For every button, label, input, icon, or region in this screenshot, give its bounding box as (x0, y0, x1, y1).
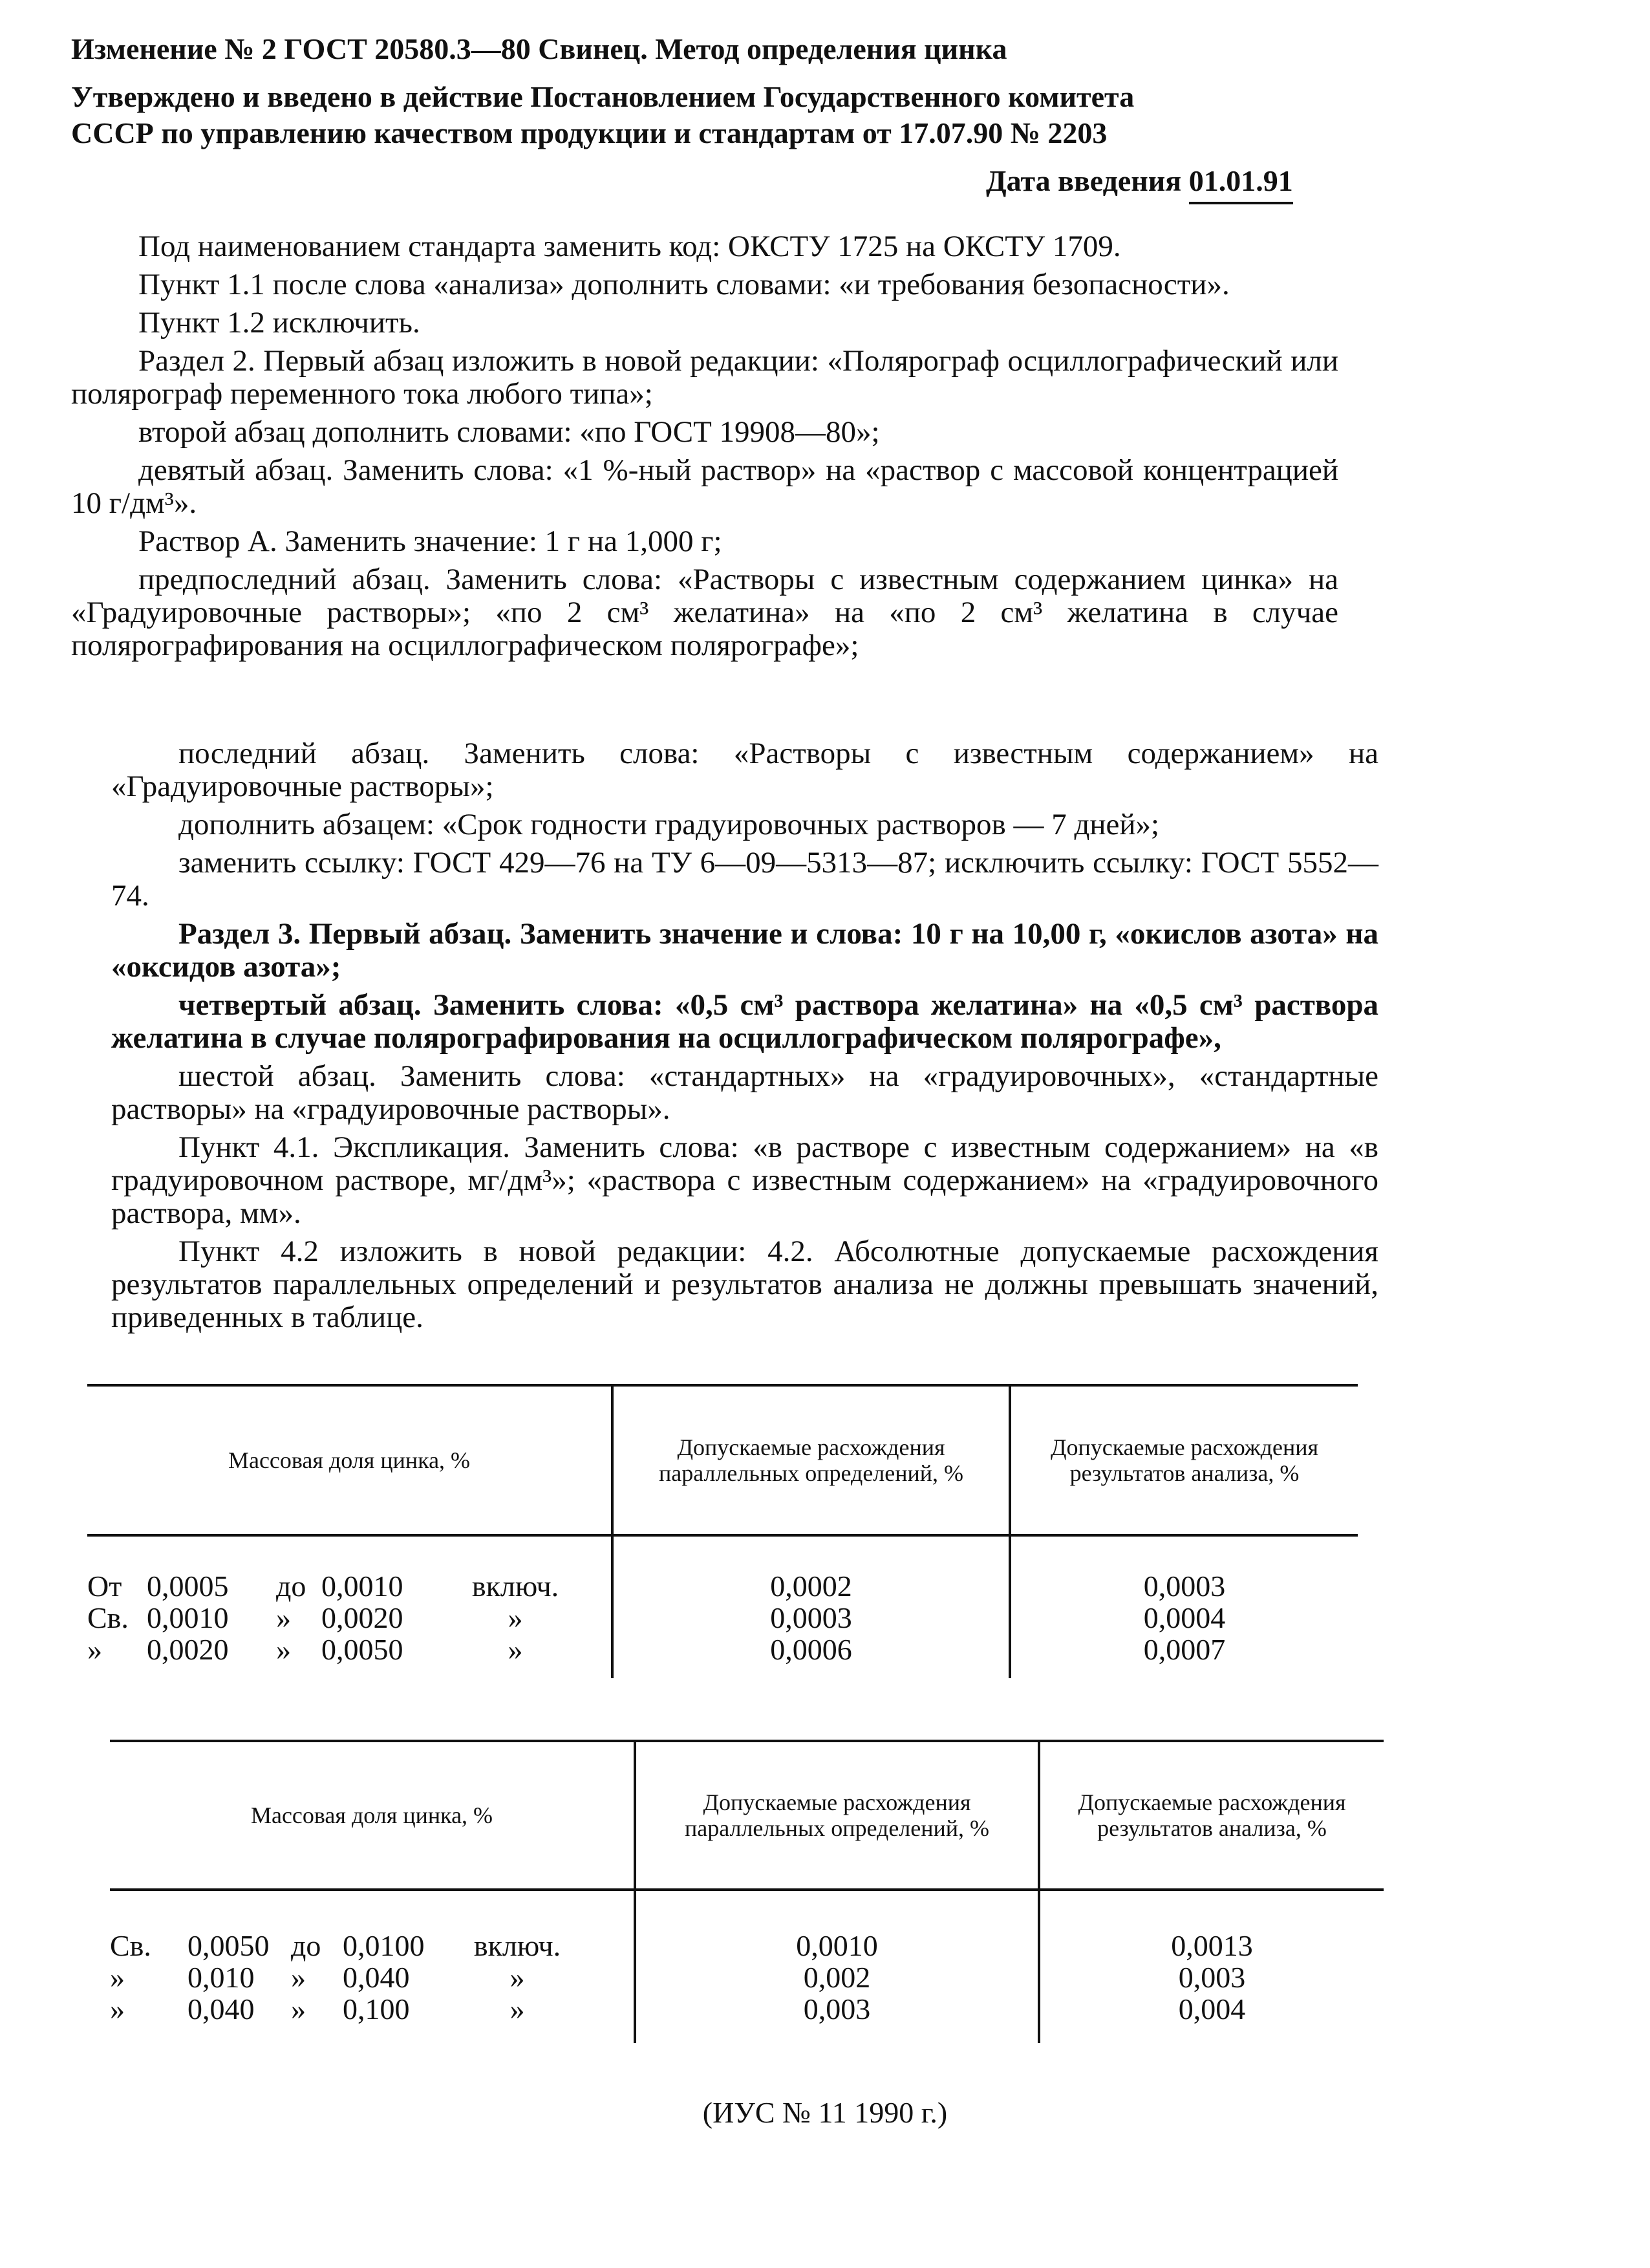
column-header-parallel-tolerance: Допускаемые расхождения параллельных определений, % (634, 1742, 1038, 1888)
range-word: » (291, 1961, 306, 1994)
paragraph: шестой абзац. Заменить слова: «стандартных» на «градуировочных», «стандартные растворы» на «градуировочные растворы». (111, 1059, 1378, 1126)
range-prefix: Св. (87, 1601, 129, 1634)
range-word: » (276, 1601, 291, 1634)
table-cell: 0,0007 (1143, 1633, 1226, 1666)
paragraph: заменить ссылку: ГОСТ 429—76 на ТУ 6—09—5313—87; исключить ссылку: ГОСТ 5552—74. (111, 846, 1378, 913)
document-title: Изменение № 2 ГОСТ 20580.3—80 Свинец. Метод определения цинка (71, 32, 1007, 65)
range-prefix: » (110, 1993, 125, 2025)
range-suffix: » (508, 1601, 523, 1634)
table-cell: 0,0013 (1171, 1929, 1253, 1962)
range-to: 0,0050 (321, 1633, 403, 1666)
effective-date-label: Дата введения (986, 164, 1182, 197)
range-to: 0,0020 (321, 1601, 403, 1634)
range-suffix: » (509, 1993, 525, 2025)
paragraph: Раздел 2. Первый абзац изложить в новой редакции: «Полярограф осциллографический или полярограф переменного тока любого типа»; (71, 344, 1338, 411)
table-cell: 0,002 (803, 1961, 871, 1994)
range-prefix: Св. (110, 1929, 151, 1962)
column-parallel-tolerance (611, 1537, 1009, 1678)
table-cell: 0,0002 (770, 1570, 852, 1603)
table-row (87, 1602, 611, 1634)
table-row (110, 1961, 634, 1993)
range-suffix: » (509, 1961, 525, 1994)
table-row (110, 1930, 634, 1961)
column-header-zinc-fraction: Массовая доля цинка, % (228, 1447, 471, 1473)
range-to: 0,040 (343, 1961, 410, 1994)
range-word: до (291, 1929, 321, 1962)
paragraph: Пункт 4.2 изложить в новой редакции: 4.2. Абсолютные допускаемые расхождения результатов параллельных определений и результатов анализа не должны превышать значений, приведенных в таблице. (111, 1235, 1378, 1334)
table-cell: 0,004 (1178, 1993, 1246, 2025)
column-header-zinc-fraction: Массовая доля цинка, % (250, 1802, 493, 1828)
range-from: 0,0020 (147, 1633, 229, 1666)
table-row (87, 1634, 611, 1665)
range-suffix: включ. (471, 1570, 559, 1603)
table-cell: 0,003 (1178, 1961, 1246, 1994)
paragraph: девятый абзац. Заменить слова: «1 %-ный раствор» на «раствор с массовой концентрацией 10 г/дм³». (71, 453, 1338, 520)
range-suffix: включ. (473, 1929, 561, 1962)
table-row (110, 1993, 634, 2025)
paragraph: дополнить абзацем: «Срок годности градуировочных растворов — 7 дней»; (178, 808, 1160, 841)
column-zinc-fraction (87, 1537, 611, 1678)
range-to: 0,0100 (343, 1929, 425, 1962)
range-prefix: » (87, 1633, 102, 1666)
range-from: 0,0010 (147, 1601, 229, 1634)
table-body (87, 1537, 1358, 1678)
range-to: 0,0010 (321, 1570, 403, 1603)
column-parallel-tolerance (634, 1891, 1038, 2043)
range-from: 0,0050 (188, 1929, 270, 1962)
column-header-analysis-tolerance: Допускаемые расхождения результатов анализа, % (1009, 1387, 1358, 1534)
range-from: 0,0005 (147, 1570, 229, 1603)
table-body (110, 1891, 1384, 2043)
tolerance-table-1 (87, 1384, 1358, 1678)
effective-date-value: 01.01.91 (1189, 163, 1293, 204)
range-prefix: » (110, 1961, 125, 1994)
paragraph: последний абзац. Заменить слова: «Растворы с известным содержанием» на «Градуировочные растворы»; (111, 737, 1378, 803)
amendment-text-top (71, 230, 1338, 667)
approval-line-1: Утверждено и введено в действие Постановлением Государственного комитета (71, 80, 1135, 113)
table-cell: 0,0003 (1143, 1570, 1226, 1603)
paragraph: Пункт 4.1. Экспликация. Заменить слова: «в растворе с известным содержанием» на «в градуировочном растворе, мг/дм³»; «раствора с известным содержанием» на «градуировочного раствора, мм». (111, 1130, 1378, 1230)
paragraph: второй абзац дополнить словами: «по ГОСТ 19908—80»; (138, 415, 880, 449)
column-zinc-fraction (110, 1891, 634, 2043)
paragraph: Раствор А. Заменить значение: 1 г на 1,000 г; (138, 524, 722, 558)
range-word: » (276, 1633, 291, 1666)
range-prefix: От (87, 1570, 122, 1603)
column-analysis-tolerance (1009, 1537, 1358, 1678)
table-header (110, 1742, 1384, 1888)
approval-statement (71, 79, 1364, 151)
paragraph: четвертый абзац. Заменить слова: «0,5 см³ раствора желатина» на «0,5 см³ раствора желатина в случае полярографирования на осциллографическом полярографе», (111, 988, 1378, 1055)
publication-reference: (ИУС № 11 1990 г.) (702, 2096, 948, 2129)
table-cell: 0,003 (803, 1993, 871, 2025)
table-cell: 0,0010 (796, 1929, 878, 1962)
paragraph: Пункт 1.1 после слова «анализа» дополнить словами: «и требования безопасности». (138, 268, 1230, 301)
column-analysis-tolerance (1038, 1891, 1384, 2043)
range-word: » (291, 1993, 306, 2025)
paragraph: Раздел 3. Первый абзац. Заменить значение и слова: 10 г на 10,00 г, «окислов азота» на «оксидов азота»; (111, 917, 1378, 984)
table-row (87, 1570, 611, 1602)
range-from: 0,040 (188, 1993, 255, 2025)
table-cell: 0,0004 (1143, 1601, 1226, 1634)
column-header-parallel-tolerance: Допускаемые расхождения параллельных определений, % (611, 1387, 1009, 1534)
effective-date (986, 163, 1293, 204)
table-cell: 0,0006 (770, 1633, 852, 1666)
paragraph: Пункт 1.2 исключить. (138, 306, 420, 340)
table-header (87, 1387, 1358, 1534)
paragraph: Под наименованием стандарта заменить код: ОКСТУ 1725 на ОКСТУ 1709. (138, 230, 1121, 263)
tolerance-table-2 (110, 1740, 1384, 2043)
table-cell: 0,0003 (770, 1601, 852, 1634)
column-header-analysis-tolerance: Допускаемые расхождения результатов анализа, % (1038, 1742, 1384, 1888)
amendment-text-bottom (111, 737, 1378, 1339)
range-to: 0,100 (343, 1993, 410, 2025)
range-word: до (276, 1570, 306, 1603)
paragraph: предпоследний абзац. Заменить слова: «Растворы с известным содержанием цинка» на «Градуировочные растворы»; «по 2 см³ желатина» на «по 2 см³ желатина в случае полярографирования на осциллографическом полярографе»; (71, 563, 1338, 662)
range-from: 0,010 (188, 1961, 255, 1994)
range-suffix: » (508, 1633, 523, 1666)
approval-line-2: СССР по управлению качеством продукции и стандартам от 17.07.90 № 2203 (71, 116, 1108, 149)
